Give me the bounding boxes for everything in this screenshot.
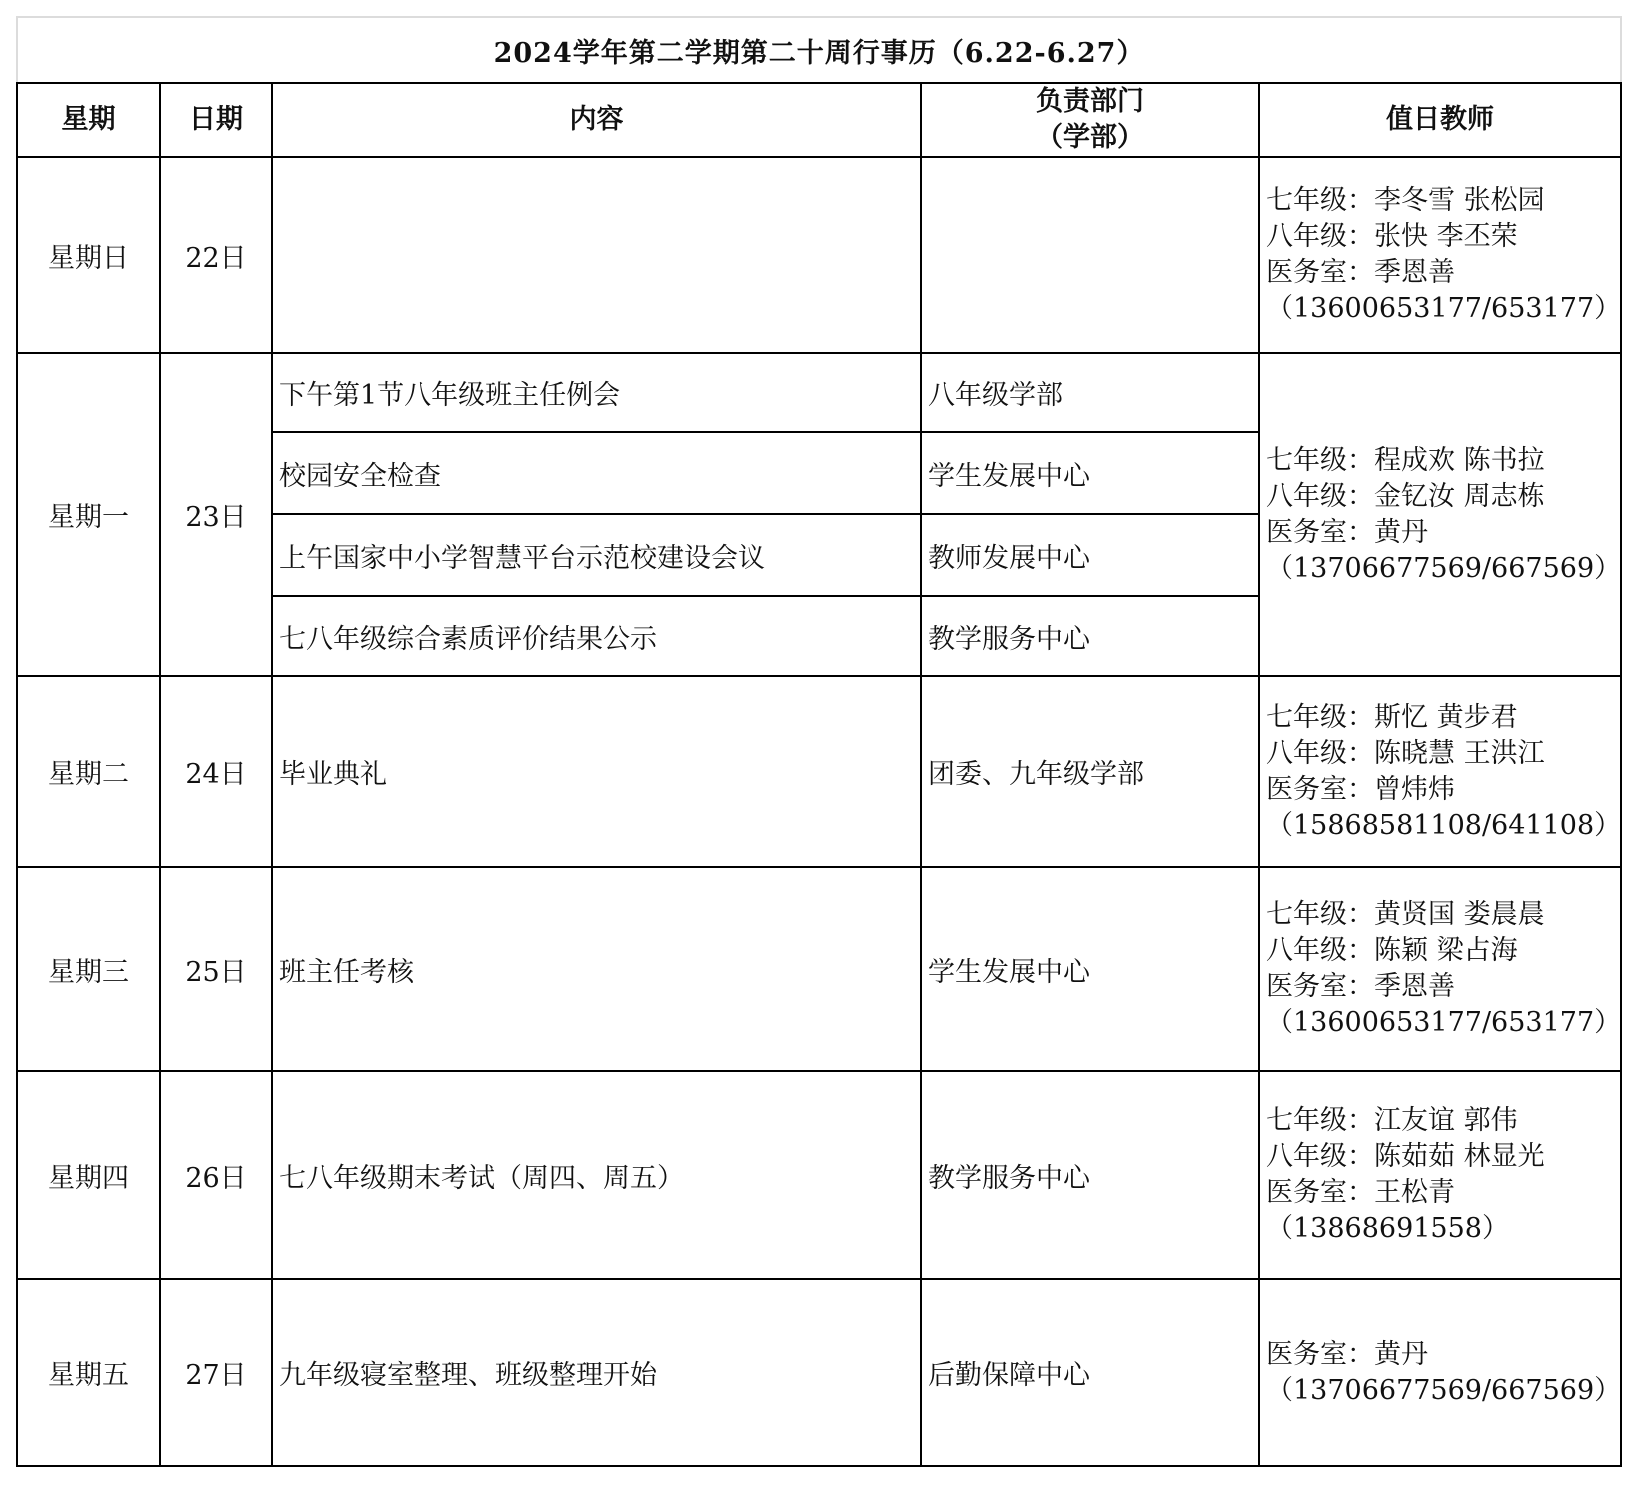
table-row [17,1279,1621,1466]
duty-line: 医务室：王松青 [1266,1177,1455,1208]
date-cell: 22日 [160,157,272,353]
header-row [17,83,1621,157]
event-content-cell: 毕业典礼 [272,676,921,867]
duty-line: （13706677569/667569） [1266,552,1622,584]
weekday-cell: 星期一 [17,353,160,676]
duty-line: 八年级：陈晓慧 王洪江 [1266,737,1545,769]
table-row [17,157,1621,353]
header-department [921,83,1259,157]
duty-line: 八年级：陈颖 梁占海 [1266,935,1518,966]
duty-teacher-cell [1259,867,1621,1071]
event-content-cell: 班主任考核 [272,867,921,1071]
table-row [17,353,1621,432]
duty-teacher-cell [1259,1279,1621,1466]
event-department-cell: 八年级学部 [921,353,1259,432]
event-content-cell: 上午国家中小学智慧平台示范校建设会议 [272,514,921,596]
event-department-cell: 团委、九年级学部 [921,676,1259,867]
duty-line: （13600653177/653177） [1266,1007,1622,1038]
weekday-cell: 星期二 [17,676,160,867]
event-department-cell [921,157,1259,353]
header-department-line1: 负责部门 [1036,86,1144,117]
event-department-cell: 教学服务中心 [921,1071,1259,1279]
event-content-cell: 七八年级综合素质评价结果公示 [272,596,921,676]
duty-line: 医务室：黄丹 [1266,1338,1428,1370]
event-department-cell: 后勤保障中心 [921,1279,1259,1466]
header-duty-teacher: 值日教师 [1259,83,1621,157]
duty-line: （15868581108/641108） [1266,809,1622,841]
weekday-cell: 星期日 [17,157,160,353]
event-department-cell: 学生发展中心 [921,867,1259,1071]
duty-line: 七年级：程成欢 陈书拉 [1266,444,1545,476]
weekday-cell: 星期五 [17,1279,160,1466]
calendar-sheet [16,16,1620,1467]
header-department-line2: （学部） [1036,122,1144,153]
date-cell: 25日 [160,867,272,1071]
duty-teacher-cell [1259,157,1621,353]
duty-teacher-cell [1259,353,1621,676]
event-content-cell: 下午第1节八年级班主任例会 [272,353,921,432]
duty-line: 七年级：斯忆 黄步君 [1266,701,1518,733]
date-cell: 26日 [160,1071,272,1279]
header-weekday: 星期 [17,83,160,157]
duty-line: 八年级：张快 李丕荣 [1266,221,1518,252]
event-content-cell [272,157,921,353]
event-department-cell: 教师发展中心 [921,514,1259,596]
duty-teacher-cell [1259,676,1621,867]
table-row [17,676,1621,867]
table-row [17,1071,1621,1279]
duty-line: 七年级：李冬雪 张松园 [1266,185,1545,216]
duty-line: （13600653177/653177） [1266,293,1622,324]
duty-line: （13706677569/667569） [1266,1374,1622,1406]
weekly-calendar-table [16,16,1622,1467]
date-cell: 24日 [160,676,272,867]
header-content: 内容 [272,83,921,157]
event-department-cell: 教学服务中心 [921,596,1259,676]
duty-teacher-cell [1259,1071,1621,1279]
date-cell: 23日 [160,353,272,676]
duty-line: 八年级：陈茹茹 林显光 [1266,1141,1545,1172]
event-content-cell: 九年级寝室整理、班级整理开始 [272,1279,921,1466]
duty-line: （13868691558） [1266,1213,1509,1244]
calendar-title: 2024学年第二学期第二十周行事历（6.22-6.27） [17,17,1621,83]
duty-line: 七年级：江友谊 郭伟 [1266,1105,1518,1136]
duty-line: 七年级：黄贤国 娄晨晨 [1266,899,1545,930]
duty-line: 医务室：季恩善 [1266,257,1455,288]
weekday-cell: 星期四 [17,1071,160,1279]
duty-line: 医务室：季恩善 [1266,971,1455,1002]
date-cell: 27日 [160,1279,272,1466]
duty-line: 医务室：黄丹 [1266,516,1428,548]
header-date: 日期 [160,83,272,157]
table-row [17,867,1621,1071]
event-department-cell: 学生发展中心 [921,432,1259,514]
duty-line: 八年级：金钇汝 周志栋 [1266,480,1545,512]
duty-line: 医务室：曾炜炜 [1266,773,1455,805]
weekday-cell: 星期三 [17,867,160,1071]
event-content-cell: 七八年级期末考试（周四、周五） [272,1071,921,1279]
event-content-cell: 校园安全检查 [272,432,921,514]
